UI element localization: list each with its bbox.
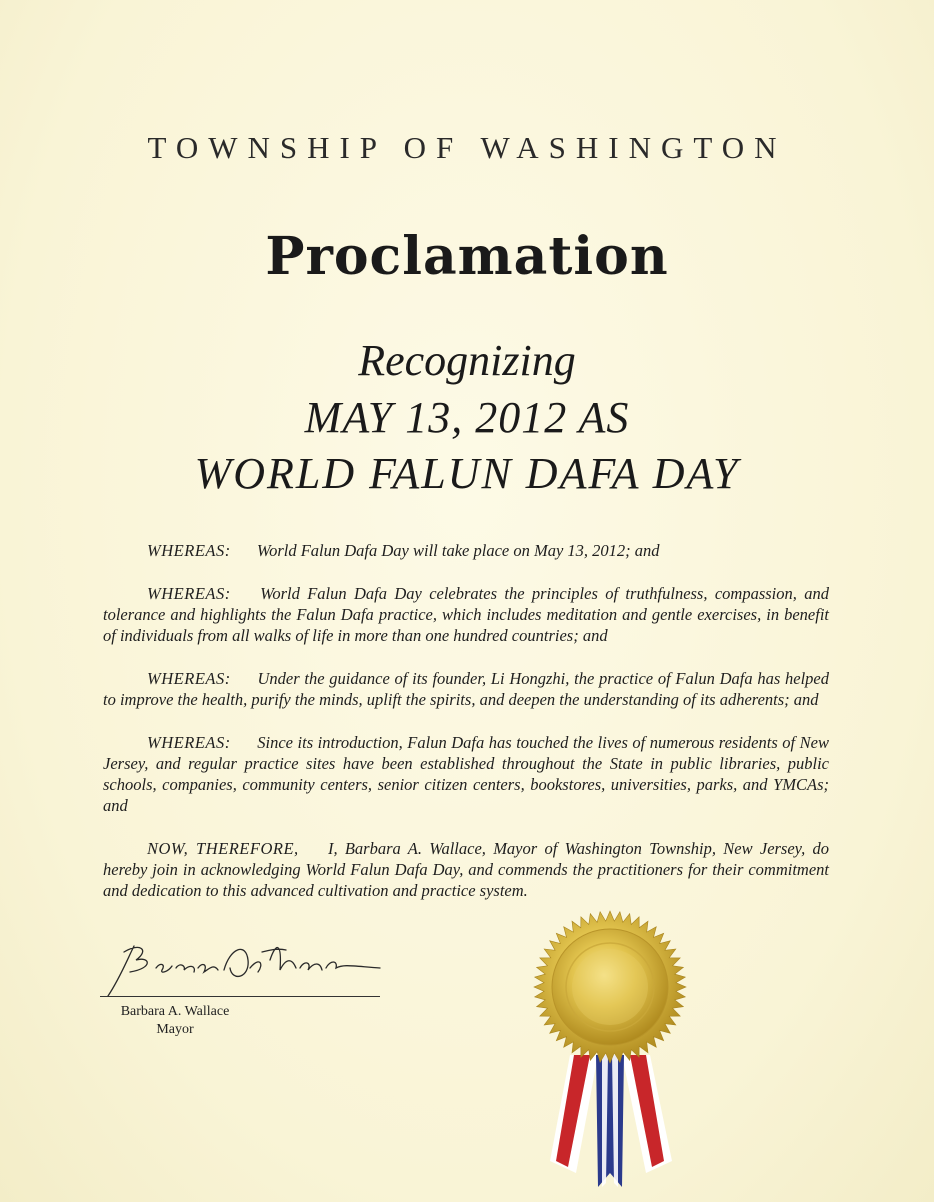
paragraph-text: Since its introduction, Falun Dafa has touched the lives of numerous residents of New Jersey, and regular practice sites have been established throughout the State in public libraries, public schools, companies, community centers, senior citizen centers, bookstores, universities, parks, and YMCAs; and [103, 733, 829, 815]
paragraph [103, 668, 829, 710]
handwritten-signature [100, 938, 390, 1000]
paragraph-text: World Falun Dafa Day celebrates the principles of truthfulness, compassion, and tolerance and highlights the Falun Dafa practice, which includes meditation and gentle exercises, in benefit of individuals from all walks of life in more than one hundred countries; and [103, 584, 829, 645]
paragraph-text: World Falun Dafa Day will take place on May 13, 2012; and [256, 541, 660, 560]
title-line-2: MAY 13, 2012 AS [304, 393, 630, 442]
gold-seal-icon [510, 905, 710, 1195]
paragraph-lead: NOW, THEREFORE, [147, 839, 299, 858]
title-line-1: Recognizing [358, 336, 576, 385]
township-header: TOWNSHIP OF WASHINGTON [147, 130, 787, 165]
signatory-name: Barbara A. Wallace [120, 1004, 230, 1019]
paragraph [103, 838, 829, 901]
paragraph [103, 540, 829, 561]
paragraph-lead: WHEREAS: [147, 733, 231, 752]
paragraph [103, 583, 829, 646]
paragraph [103, 732, 829, 816]
signature-line [100, 996, 380, 997]
signatory-title: Mayor [156, 1022, 194, 1037]
document-type-title: Proclamation [265, 226, 669, 287]
paragraph-text: I, Barbara A. Wallace, Mayor of Washington Township, New Jersey, do hereby join in acknowledging World Falun Dafa Day, and commends the practitioners for their commitment and dedication to this advanced cultivation and practice system. [103, 839, 829, 900]
paragraph-lead: WHEREAS: [147, 541, 231, 560]
seal-disc [534, 911, 686, 1063]
signature-block [100, 938, 400, 1048]
paragraph-text: Under the guidance of its founder, Li Hongzhi, the practice of Falun Dafa has helped to improve the health, purify the minds, uplift the spirits, and deepen the understanding of its adherents; and [103, 669, 829, 709]
title-line-3: WORLD FALUN DAFA DAY [194, 449, 740, 498]
paragraph-lead: WHEREAS: [147, 669, 231, 688]
paragraph-lead: WHEREAS: [147, 584, 231, 603]
proclamation-body [103, 540, 829, 923]
ribbon [550, 1055, 672, 1187]
